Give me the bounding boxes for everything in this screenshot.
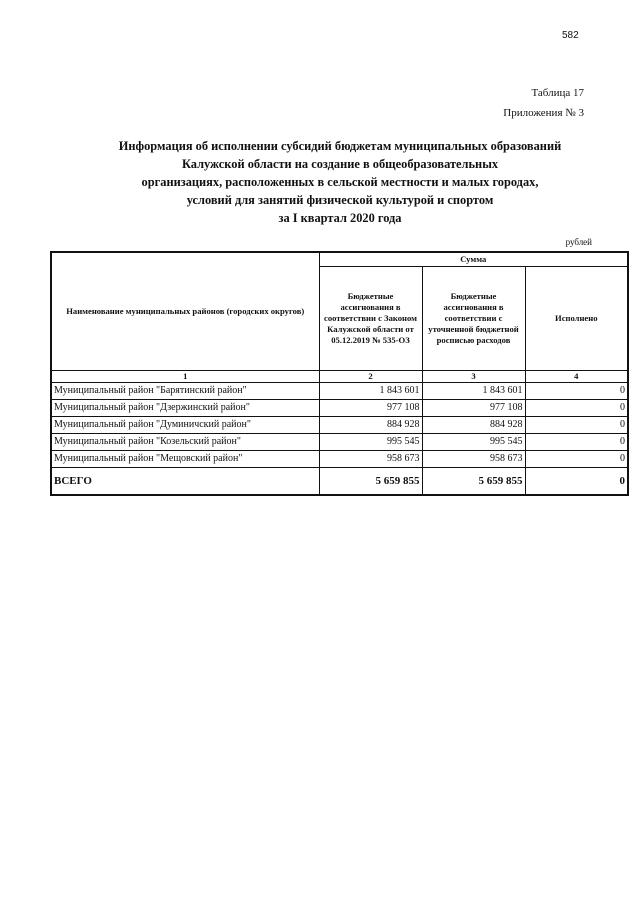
- executed-amount: 0: [525, 382, 628, 399]
- title-line: организациях, расположенных в сельской местности и малых городах,: [141, 175, 539, 189]
- revised-allocation: 1 843 601: [422, 382, 525, 399]
- district-name: Муниципальный район "Думиничский район": [51, 416, 319, 433]
- revised-allocation: 995 545: [422, 433, 525, 450]
- document-title: [40, 137, 640, 227]
- executed-amount: 0: [525, 399, 628, 416]
- total-label: ВСЕГО: [51, 467, 319, 495]
- unit-label: рублей: [565, 237, 592, 247]
- title-line: Калужской области на создание в общеобразовательных: [181, 157, 499, 171]
- law-allocation: 977 108: [319, 399, 422, 416]
- law-allocation: 958 673: [319, 450, 422, 467]
- law-allocation: 1 843 601: [319, 382, 422, 399]
- header-col4: Исполнено: [525, 266, 628, 370]
- total-revised-allocation: 5 659 855: [422, 467, 525, 495]
- executed-amount: 0: [525, 416, 628, 433]
- district-name: Муниципальный район "Барятинский район": [51, 382, 319, 399]
- total-executed-amount: 0: [525, 467, 628, 495]
- table-label: Таблица 17: [531, 87, 584, 99]
- district-name: Муниципальный район "Дзержинский район": [51, 399, 319, 416]
- header-num-4: 4: [525, 370, 628, 382]
- appendix-label: Приложения № 3: [503, 107, 584, 119]
- header-num-2: 2: [319, 370, 422, 382]
- revised-allocation: 958 673: [422, 450, 525, 467]
- title-line: условий для занятий физической культурой и спортом: [186, 193, 494, 207]
- revised-allocation: 884 928: [422, 416, 525, 433]
- header-num-1: 1: [51, 370, 319, 382]
- district-name: Муниципальный район "Козельский район": [51, 433, 319, 450]
- law-allocation: 995 545: [319, 433, 422, 450]
- table-row: [51, 382, 628, 399]
- header-name: Наименование муниципальных районов (городских округов): [51, 252, 319, 370]
- district-name: Муниципальный район "Мещовский район": [51, 450, 319, 467]
- subsidy-table: [50, 251, 629, 496]
- table-row: [51, 399, 628, 416]
- table-row: [51, 433, 628, 450]
- revised-allocation: 977 108: [422, 399, 525, 416]
- header-sum: Сумма: [319, 252, 628, 266]
- title-line: Информация об исполнении субсидий бюджетам муниципальных образований: [118, 139, 562, 153]
- title-line: за I квартал 2020 года: [278, 211, 402, 225]
- total-law-allocation: 5 659 855: [319, 467, 422, 495]
- executed-amount: 0: [525, 433, 628, 450]
- header-col3: Бюджетные ассигнования в соответствии с уточненной бюджетной росписью расходов: [422, 266, 525, 370]
- header-num-3: 3: [422, 370, 525, 382]
- table-row: [51, 416, 628, 433]
- table-row: [51, 450, 628, 467]
- law-allocation: 884 928: [319, 416, 422, 433]
- page-number: 582: [562, 30, 579, 41]
- header-col2: Бюджетные ассигнования в соответствии с Законом Калужской области от 05.12.2019 № 535-ОЗ: [319, 266, 422, 370]
- total-row: [51, 467, 628, 495]
- executed-amount: 0: [525, 450, 628, 467]
